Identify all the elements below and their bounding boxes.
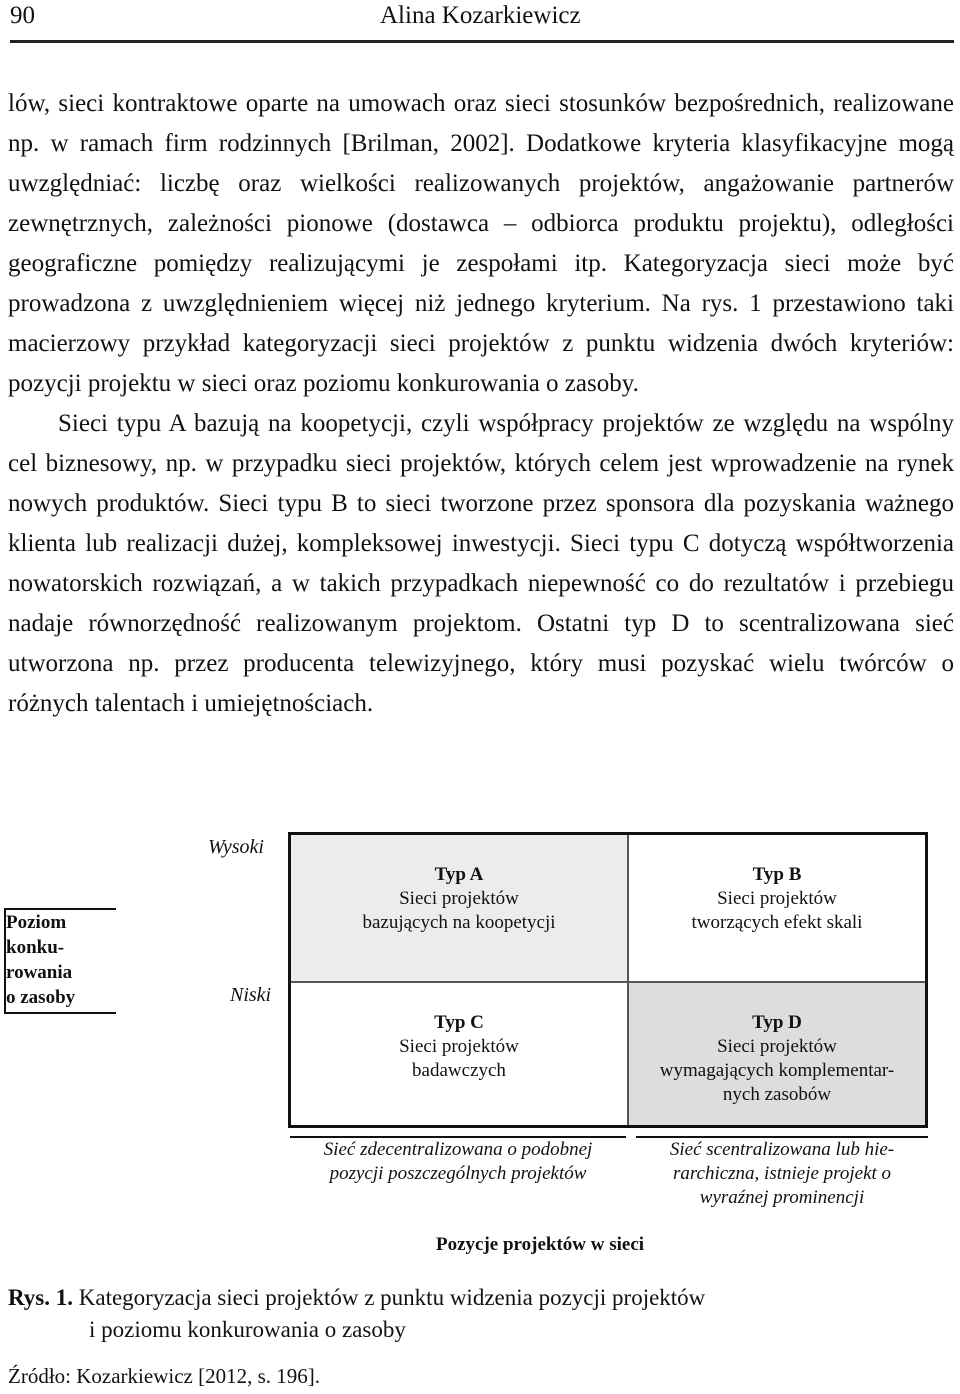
x-axis-category-decentralized xyxy=(290,1136,626,1186)
body-text xyxy=(8,84,954,724)
x-axis-label: Pozycje projektów w sieci xyxy=(436,1234,645,1255)
cell-line: Sieci projektów xyxy=(717,1036,837,1057)
cell-type-b xyxy=(629,835,925,983)
figure-source: Źródło: Kozarkiewicz [2012, s. 196]. xyxy=(8,1364,320,1388)
x-cat-line: Sieć zdecentralizowana o podobnej xyxy=(323,1139,593,1160)
x-cat-line: pozycji poszczególnych projektów xyxy=(329,1163,587,1184)
figure-caption xyxy=(8,1282,705,1346)
category-matrix xyxy=(288,832,928,1128)
x-cat-line: Sieć scentralizowana lub hie- xyxy=(669,1139,895,1160)
caption-label: Rys. 1. xyxy=(8,1285,74,1310)
y-axis-label-line: o zasoby xyxy=(6,987,76,1008)
header-rule xyxy=(10,40,954,43)
cell-line: Sieci projektów xyxy=(717,888,837,909)
cell-line: Sieci projektów xyxy=(399,888,519,909)
y-axis-low-label: Niski xyxy=(230,984,272,1006)
cell-line: bazujących na koopetycji xyxy=(362,912,556,933)
y-axis-label-line: Poziom xyxy=(6,912,67,933)
y-axis-label xyxy=(4,908,116,1014)
y-axis-label-line: konku- xyxy=(6,937,65,958)
cell-line: tworzących efekt skali xyxy=(691,912,863,933)
cell-line: wymagających komplementar- xyxy=(659,1060,895,1081)
cell-line: nych zasobów xyxy=(722,1084,832,1105)
paragraph-1: lów, sieci kontraktowe oparte na umowach oraz sieci stosunków bezpośrednich, realizowane np. w ramach firm rodzinnych [Brilman, 2002]. Dodatkowe kryteria klasyfikacyjne mogą uwzględniać: liczbę oraz wielkości realizowanych projektów, angażowanie partnerów zewnętrznych, zależności pionowe (dostawca – odbiorca produktu projektu), odległości geograficzne pomiędzy realizującymi je zespołami itp. Kategoryzacja sieci może być prowadzona z uwzględnieniem więcej niż jednego kryterium. Na rys. 1 przestawiono taki macierzowy przykład kategoryzacji sieci projektów z punktu widzenia dwóch kryteriów: pozycji projektu w sieci oraz poziomu konkurowania o zasoby. xyxy=(8,90,954,397)
cell-title: Typ B xyxy=(752,864,802,885)
cell-type-a xyxy=(291,835,629,983)
cell-type-c xyxy=(291,983,629,1125)
paragraph-2: Sieci typu A bazują na koopetycji, czyli współpracy projektów ze względu na wspólny cel biznesowy, np. w przypadku sieci projektów, których celem jest wprowadzenie na rynek nowych produktów. Sieci typu B to sieci tworzone przez sponsora dla pozyskania ważnego klienta lub realizacji dużej, kompleksowej inwestycji. Sieci typu C dotyczą współtworzenia nowatorskich rozwiązań, a w takich przypadkach niepewność co do rezultatów i przebiegu nadaje równorzędność realizowanym projektom. Ostatni typ D to scentralizowana sieć utworzona np. przez producenta telewizyjnego, który musi pozyskać wielu twórców o różnych talentach i umiejętnościach. xyxy=(8,410,954,717)
caption-line-2: i poziomu konkurowania o zasoby xyxy=(89,1317,406,1342)
cell-type-d xyxy=(629,983,925,1125)
page-number: 90 xyxy=(10,2,35,29)
x-cat-line: rarchiczna, istnieje projekt o xyxy=(672,1163,892,1184)
page-header xyxy=(10,0,954,40)
y-axis-label-line: rowania xyxy=(6,962,73,983)
cell-line: badawczych xyxy=(412,1060,506,1081)
cell-line: Sieci projektów xyxy=(399,1036,519,1057)
caption-line-1: Kategoryzacja sieci projektów z punktu widzenia pozycji projektów xyxy=(78,1285,706,1310)
y-axis-high-label: Wysoki xyxy=(208,836,264,858)
cell-title: Typ D xyxy=(752,1012,802,1033)
x-cat-line: wyraźnej prominencji xyxy=(699,1187,865,1208)
cell-title: Typ A xyxy=(434,864,484,885)
running-head: Alina Kozarkiewicz xyxy=(380,2,581,29)
cell-title: Typ C xyxy=(434,1012,484,1033)
x-axis-category-centralized xyxy=(636,1136,928,1210)
